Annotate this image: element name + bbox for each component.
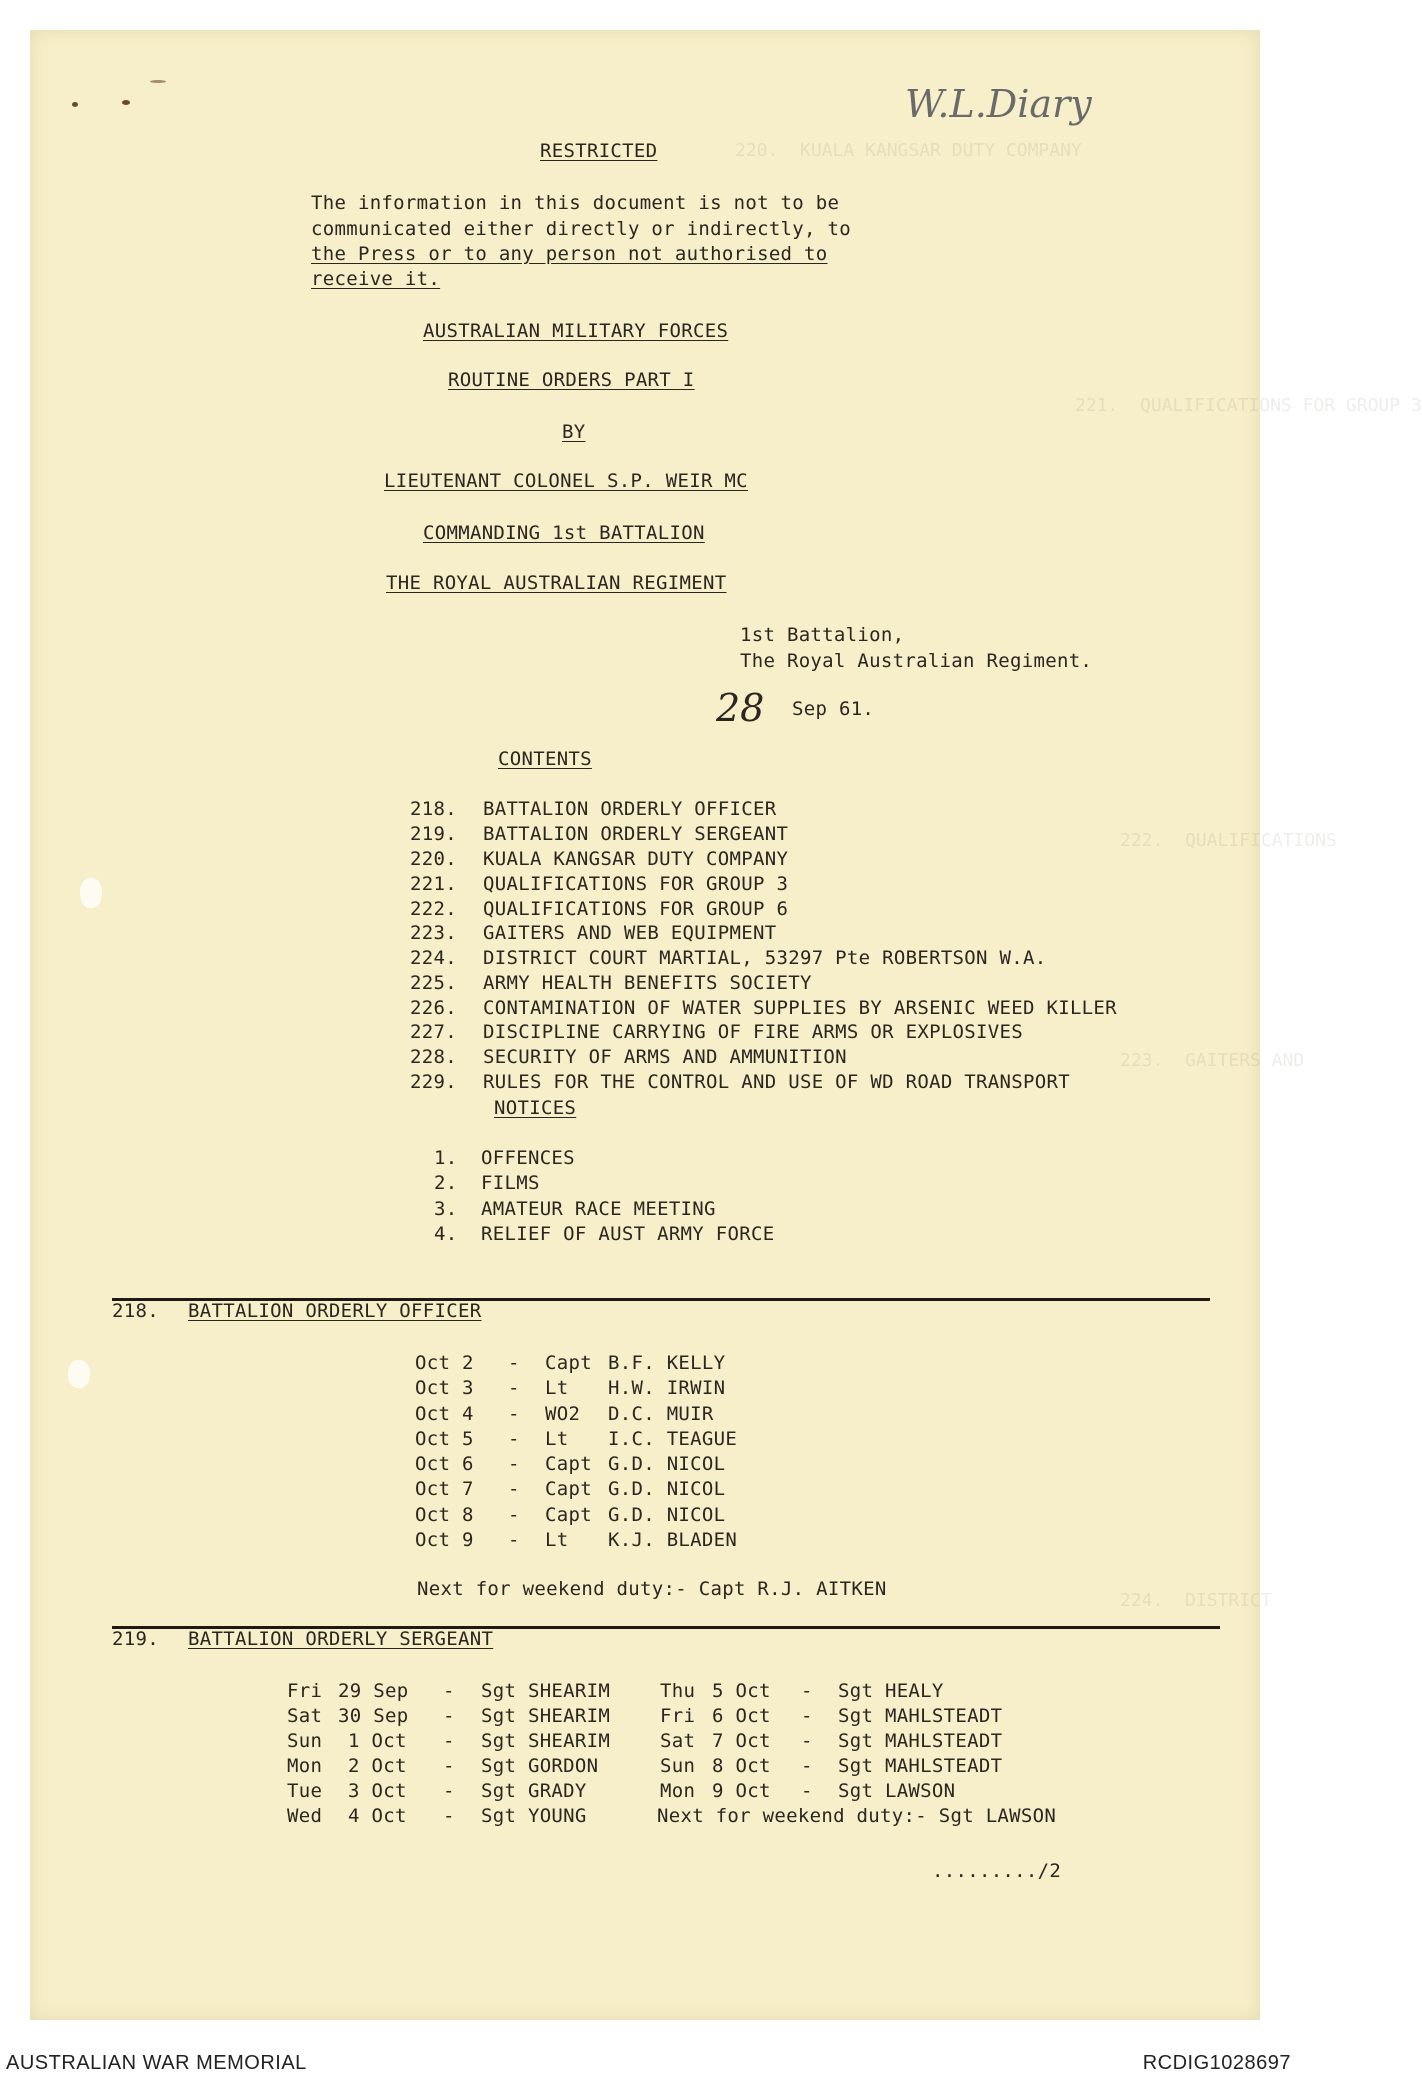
bleed-through-text: 223. GAITERS AND — [1120, 1050, 1305, 1071]
contents-num: 227. — [410, 1021, 457, 1043]
sgt-date: 1 Oct — [348, 1730, 407, 1752]
duty-rank: Lt — [545, 1529, 569, 1551]
forces-heading: AUSTRALIAN MILITARY FORCES — [423, 320, 729, 342]
dash: - — [443, 1730, 455, 1752]
notice-num: 1. — [434, 1147, 458, 1169]
bleed-through-text: 220. KUALA KANGSAR DUTY COMPANY — [735, 140, 1082, 161]
duty-date: Oct 3 — [415, 1377, 474, 1399]
sgt-name: Sgt SHEARIM — [481, 1705, 611, 1727]
notice-line-3: the Press or to any person not authorised to — [311, 243, 828, 265]
duty-rank: Lt — [545, 1377, 569, 1399]
dash: - — [801, 1755, 813, 1777]
contents-item: BATTALION ORDERLY SERGEANT — [483, 823, 789, 845]
dash: - — [508, 1504, 520, 1526]
restricted-heading: RESTRICTED — [540, 140, 658, 162]
dash: - — [508, 1403, 520, 1425]
sgt-date: 8 Oct — [712, 1755, 771, 1777]
dash: - — [801, 1705, 813, 1727]
sgt-name: Sgt GORDON — [481, 1755, 599, 1777]
paper-damage — [68, 1360, 90, 1388]
date-month-year: Sep 61. — [792, 698, 875, 720]
sgt-name: Sgt SHEARIM — [481, 1730, 611, 1752]
duty-date: Oct 6 — [415, 1453, 474, 1475]
duty-rank: Lt — [545, 1428, 569, 1450]
next-weekend-duty-sergeant: Next for weekend duty:- Sgt LAWSON — [657, 1805, 1057, 1827]
contents-num: 229. — [410, 1071, 457, 1093]
notice-line-1: The information in this document is not to be — [311, 192, 840, 214]
duty-rank: Capt — [545, 1352, 592, 1374]
contents-num: 223. — [410, 922, 457, 944]
notice-item: RELIEF OF AUST ARMY FORCE — [481, 1223, 775, 1245]
duty-name: G.D. NICOL — [608, 1504, 726, 1526]
sgt-day: Fri — [287, 1680, 323, 1702]
contents-num: 225. — [410, 972, 457, 994]
notice-num: 3. — [434, 1198, 458, 1220]
page-continuation: ........./2 — [932, 1860, 1062, 1882]
contents-item: RULES FOR THE CONTROL AND USE OF WD ROAD TRANSPORT — [483, 1071, 1070, 1093]
contents-num: 220. — [410, 848, 457, 870]
sgt-day: Tue — [287, 1780, 323, 1802]
duty-date: Oct 8 — [415, 1504, 474, 1526]
contents-item: BATTALION ORDERLY OFFICER — [483, 798, 777, 820]
section-218-title: BATTALION ORDERLY OFFICER — [188, 1300, 482, 1322]
contents-item: SECURITY OF ARMS AND AMMUNITION — [483, 1046, 847, 1068]
dash: - — [801, 1730, 813, 1752]
handwritten-annotation: W.L.Diary — [905, 82, 1092, 126]
address-line-1: 1st Battalion, — [740, 624, 905, 646]
contents-num: 222. — [410, 898, 457, 920]
notice-item: AMATEUR RACE MEETING — [481, 1198, 716, 1220]
sgt-name: Sgt GRADY — [481, 1780, 587, 1802]
sgt-date: 3 Oct — [348, 1780, 407, 1802]
sgt-day: Sat — [287, 1705, 323, 1727]
bleed-through-text: 224. DISTRICT — [1120, 1590, 1272, 1611]
sgt-day: Thu — [660, 1680, 696, 1702]
duty-rank: WO2 — [545, 1403, 581, 1425]
notice-num: 2. — [434, 1172, 458, 1194]
sgt-day: Wed — [287, 1805, 323, 1827]
handwritten-date-day: 28 — [716, 686, 765, 730]
notice-num: 4. — [434, 1223, 458, 1245]
duty-rank: Capt — [545, 1504, 592, 1526]
contents-num: 224. — [410, 947, 457, 969]
sgt-date: 7 Oct — [712, 1730, 771, 1752]
contents-item: KUALA KANGSAR DUTY COMPANY — [483, 848, 789, 870]
duty-name: H.W. IRWIN — [608, 1377, 726, 1399]
dash: - — [443, 1705, 455, 1727]
duty-rank: Capt — [545, 1453, 592, 1475]
dash: - — [508, 1352, 520, 1374]
next-weekend-duty-officer: Next for weekend duty:- Capt R.J. AITKEN — [417, 1578, 887, 1600]
sgt-date: 6 Oct — [712, 1705, 771, 1727]
notice-item: OFFENCES — [481, 1147, 575, 1169]
contents-num: 221. — [410, 873, 457, 895]
notices-heading: NOTICES — [494, 1097, 577, 1119]
sgt-day: Sun — [660, 1755, 696, 1777]
section-218-number: 218. — [112, 1300, 159, 1322]
duty-name: I.C. TEAGUE — [608, 1428, 738, 1450]
stain-mark — [150, 80, 166, 83]
section-219-number: 219. — [112, 1628, 159, 1650]
dash: - — [508, 1478, 520, 1500]
regiment-heading: THE ROYAL AUSTRALIAN REGIMENT — [386, 572, 727, 594]
duty-date: Oct 9 — [415, 1529, 474, 1551]
dash: - — [801, 1680, 813, 1702]
commanding-heading: COMMANDING 1st BATTALION — [423, 522, 705, 544]
duty-name: K.J. BLADEN — [608, 1529, 738, 1551]
contents-num: 226. — [410, 997, 457, 1019]
stain-mark — [72, 102, 78, 107]
sgt-day: Mon — [287, 1755, 323, 1777]
dash: - — [508, 1428, 520, 1450]
duty-date: Oct 4 — [415, 1403, 474, 1425]
address-line-2: The Royal Australian Regiment. — [740, 650, 1093, 672]
sgt-name: Sgt MAHLSTEADT — [838, 1730, 1003, 1752]
sgt-date: 9 Oct — [712, 1780, 771, 1802]
sgt-day: Sun — [287, 1730, 323, 1752]
archive-id: RCDIG1028697 — [1142, 2052, 1291, 2074]
sgt-name: Sgt MAHLSTEADT — [838, 1755, 1003, 1777]
dash: - — [508, 1453, 520, 1475]
sgt-name: Sgt SHEARIM — [481, 1680, 611, 1702]
notice-line-4: receive it. — [311, 268, 441, 290]
duty-date: Oct 7 — [415, 1478, 474, 1500]
dash: - — [508, 1529, 520, 1551]
duty-name: G.D. NICOL — [608, 1453, 726, 1475]
contents-item: CONTAMINATION OF WATER SUPPLIES BY ARSENIC WEED KILLER — [483, 997, 1117, 1019]
sgt-day: Mon — [660, 1780, 696, 1802]
by-heading: BY — [562, 421, 586, 443]
dash: - — [443, 1755, 455, 1777]
officer-heading: LIEUTENANT COLONEL S.P. WEIR MC — [384, 470, 748, 492]
duty-date: Oct 5 — [415, 1428, 474, 1450]
contents-heading: CONTENTS — [498, 748, 592, 770]
routine-orders-heading: ROUTINE ORDERS PART I — [448, 369, 695, 391]
dash: - — [443, 1805, 455, 1827]
dash: - — [508, 1377, 520, 1399]
contents-num: 218. — [410, 798, 457, 820]
section-219-title: BATTALION ORDERLY SERGEANT — [188, 1628, 494, 1650]
sgt-date: 29 Sep — [338, 1680, 409, 1702]
duty-name: G.D. NICOL — [608, 1478, 726, 1500]
sgt-date: 30 Sep — [338, 1705, 409, 1727]
sgt-name: Sgt LAWSON — [838, 1780, 956, 1802]
sgt-name: Sgt HEALY — [838, 1680, 944, 1702]
contents-num: 219. — [410, 823, 457, 845]
dash: - — [801, 1780, 813, 1802]
notice-item: FILMS — [481, 1172, 540, 1194]
paper-damage — [80, 878, 102, 908]
notice-line-2: communicated either directly or indirectly, to — [311, 218, 851, 240]
duty-name: D.C. MUIR — [608, 1403, 714, 1425]
bleed-through-text: 221. QUALIFICATIONS FOR GROUP 3 — [1075, 395, 1422, 416]
sgt-date: 4 Oct — [348, 1805, 407, 1827]
dash: - — [443, 1780, 455, 1802]
archive-credit: AUSTRALIAN WAR MEMORIAL — [6, 2052, 307, 2074]
duty-date: Oct 2 — [415, 1352, 474, 1374]
duty-rank: Capt — [545, 1478, 592, 1500]
contents-num: 228. — [410, 1046, 457, 1068]
contents-item: QUALIFICATIONS FOR GROUP 6 — [483, 898, 789, 920]
bleed-through-text: 222. QUALIFICATIONS — [1120, 830, 1337, 851]
contents-item: GAITERS AND WEB EQUIPMENT — [483, 922, 777, 944]
sgt-name: Sgt MAHLSTEADT — [838, 1705, 1003, 1727]
sgt-name: Sgt YOUNG — [481, 1805, 587, 1827]
contents-item: DISCIPLINE CARRYING OF FIRE ARMS OR EXPLOSIVES — [483, 1021, 1023, 1043]
sgt-date: 5 Oct — [712, 1680, 771, 1702]
contents-item: DISTRICT COURT MARTIAL, 53297 Pte ROBERTSON W.A. — [483, 947, 1047, 969]
dash: - — [443, 1680, 455, 1702]
duty-name: B.F. KELLY — [608, 1352, 726, 1374]
contents-item: ARMY HEALTH BENEFITS SOCIETY — [483, 972, 812, 994]
stain-mark — [122, 100, 130, 105]
sgt-date: 2 Oct — [348, 1755, 407, 1777]
sgt-day: Fri — [660, 1705, 696, 1727]
contents-item: QUALIFICATIONS FOR GROUP 3 — [483, 873, 789, 895]
sgt-day: Sat — [660, 1730, 696, 1752]
